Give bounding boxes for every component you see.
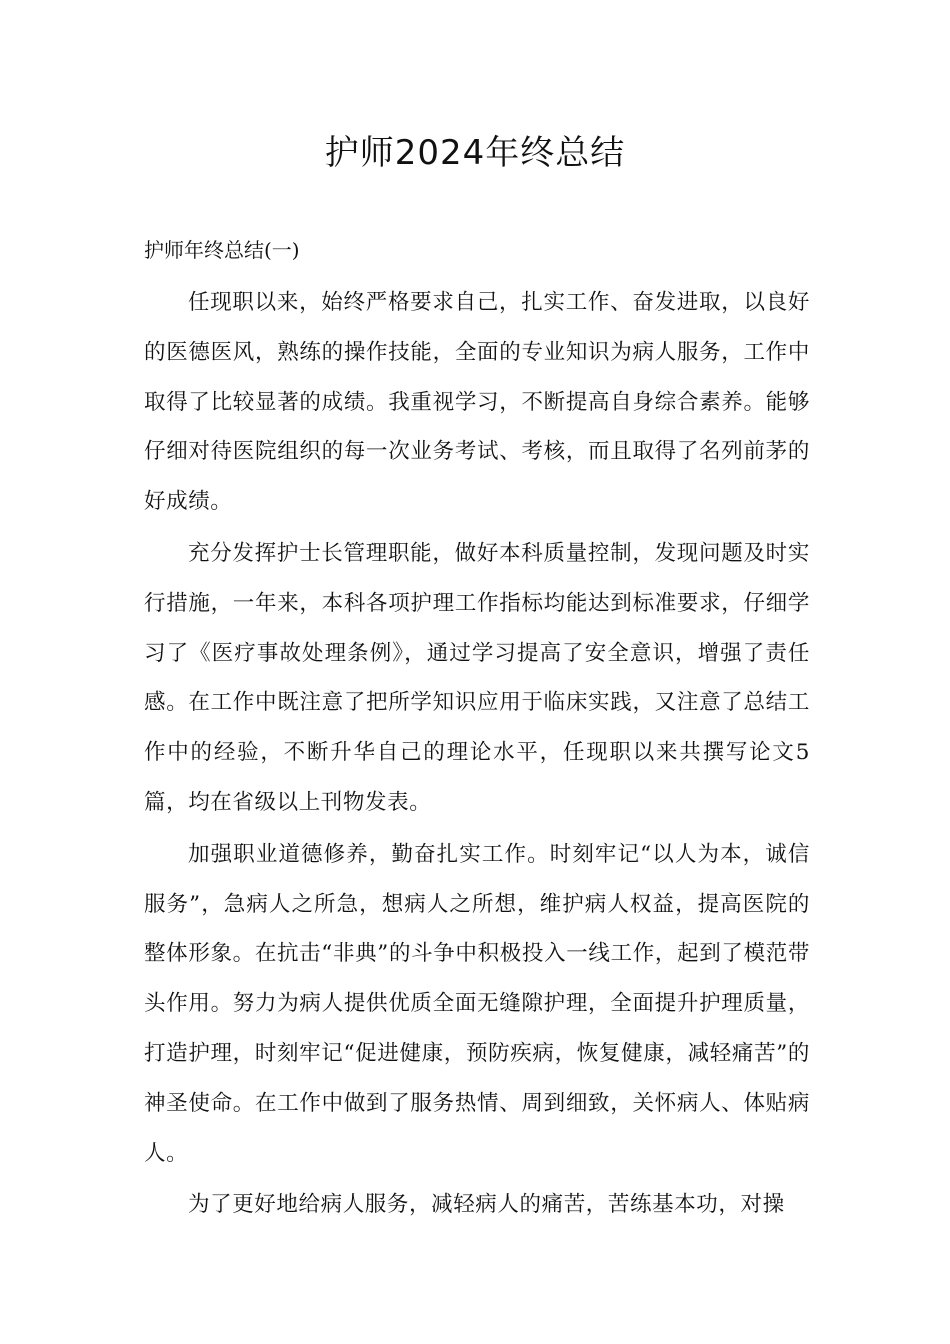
- paragraph-3: 加强职业道德修养，勤奋扎实工作。时刻牢记“以人为本，诚信服务”，急病人之所急，想病人之所想，维护病人权益，提高医院的整体形象。在抗击“非典”的斗争中积极投入一线工作，起到了模范带头作用。努力为病人提供优质全面无缝隙护理，全面提升护理质量，打造护理，时刻牢记“促进健康，预防疾病，恢复健康，减轻痛苦”的神圣使命。在工作中做到了服务热情、周到细致，关怀病人、体贴病人。: [144, 841, 810, 1166]
- paragraph-1: 任现职以来，始终严格要求自己，扎实工作、奋发进取，以良好的医德医风，熟练的操作技能，全面的专业知识为病人服务，工作中取得了比较显著的成绩。我重视学习，不断提高自身综合素养。能够仔细对待医院组织的每一次业务考试、考核，而且取得了名列前茅的好成绩。: [144, 290, 810, 515]
- document-title: 护师2024年终总结: [324, 133, 626, 173]
- section-heading: 护师年终总结(一): [144, 238, 300, 262]
- paragraph-2: 充分发挥护士长管理职能，做好本科质量控制，发现问题及时实行措施，一年来，本科各项护理工作指标均能达到标准要求，仔细学习了《医疗事故处理条例》，通过学习提高了安全意识，增强了责任感。在工作中既注意了把所学知识应用于临床实践，又注意了总结工作中的经验，不断升华自己的理论水平，任现职以来共撰写论文5篇，均在省级以上刊物发表。: [144, 540, 810, 815]
- paragraph-4: 为了更好地给病人服务，减轻病人的痛苦，苦练基本功，对操: [188, 1192, 785, 1218]
- document-body: [144, 278, 810, 1232]
